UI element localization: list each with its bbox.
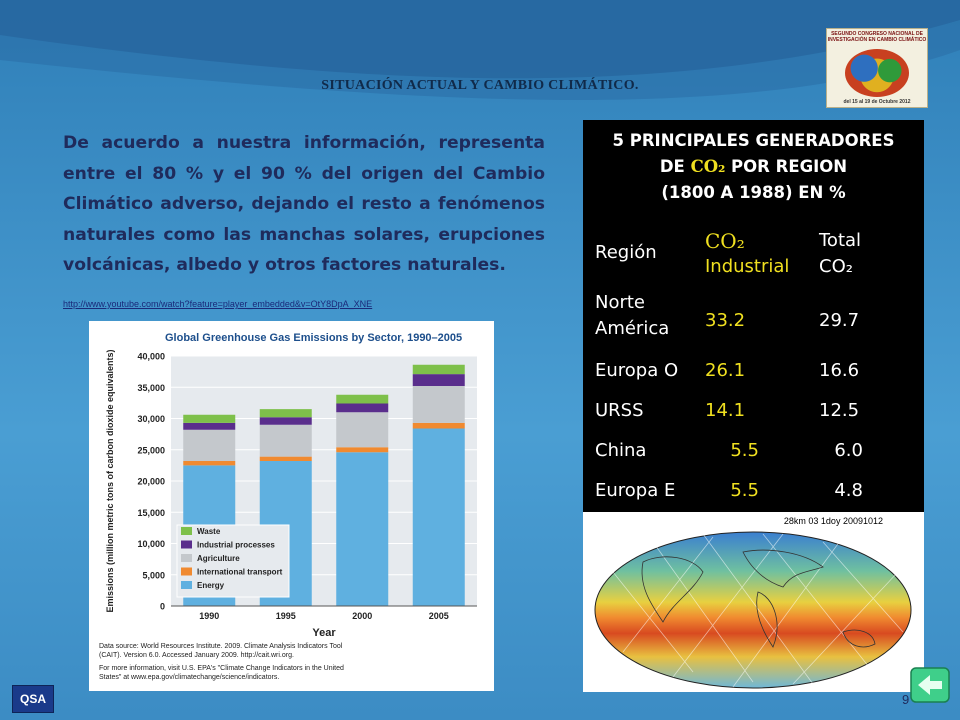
cell-total: 12.5 [819, 400, 860, 421]
cell-region [595, 434, 646, 468]
table-column-headers [583, 224, 924, 284]
x-axis-label: Year [312, 627, 336, 639]
legend-label: Industrial processes [197, 540, 275, 550]
cell-industrial: 14.1 [705, 400, 746, 421]
cell-industrial: 26.1 [705, 360, 746, 381]
chart-source-note: (CAIT). Version 6.0. Accessed January 2009. http://cait.wri.org. [99, 652, 294, 659]
co2-generators-table [583, 120, 924, 512]
legend-swatch [181, 541, 192, 549]
cell-total: 29.7 [819, 310, 860, 331]
cell-region-line: Europa O [595, 360, 679, 381]
table-row [583, 290, 924, 350]
y-tick-label: 5,000 [142, 570, 165, 581]
x-tick-label: 2000 [352, 611, 373, 621]
legend-label: Agriculture [197, 554, 240, 563]
bar-segment-energy [336, 452, 388, 606]
cell-total: 16.6 [819, 360, 860, 381]
cell-total: 4.8 [834, 480, 863, 501]
y-axis-label: Emissions (million metric tons of carbon dioxide equivalents) [105, 349, 115, 613]
chart-source-note: Data source: World Resources Institute. 2009. Climate Analysis Indicators Tool [99, 643, 343, 650]
table-header-pre: DE [659, 157, 691, 176]
bar-segment-international-transport [183, 461, 235, 465]
chart-title: Global Greenhouse Gas Emissions by Sector, 1990–2005 [165, 332, 463, 344]
chart-more-info: For more information, visit U.S. EPA's "Climate Change Indicators in the United [99, 665, 344, 672]
cell-region-line: URSS [595, 400, 644, 421]
y-tick-label: 20,000 [137, 476, 165, 487]
legend-swatch [181, 568, 192, 576]
bar-segment-international-transport [336, 447, 388, 452]
cell-industrial: 33.2 [705, 310, 746, 331]
page-number: 9 [902, 692, 910, 707]
col-industrial-label: Industrial [705, 256, 790, 277]
bar-segment-international-transport [260, 457, 312, 461]
co2-world-map [583, 512, 924, 692]
cell-region [595, 394, 644, 428]
world-map-image [583, 512, 924, 692]
qsa-logo: QSA [12, 685, 54, 713]
cell-region-line: Norte [595, 292, 646, 313]
table-header-post: POR REGION [725, 157, 848, 176]
congress-logo [826, 28, 928, 108]
col-region: Región [595, 242, 657, 263]
table-header-line1: 5 PRINCIPALES GENERADORES [612, 131, 895, 150]
chart-more-info: States" at www.epa.gov/climatechange/science/indicators. [99, 674, 280, 681]
bar-segment-waste [336, 395, 388, 404]
table-row [583, 354, 924, 388]
y-tick-label: 0 [159, 601, 165, 612]
table-header [583, 120, 924, 214]
y-tick-label: 35,000 [137, 382, 165, 393]
cell-region [595, 290, 669, 342]
table-row [583, 394, 924, 428]
bar-segment-agriculture [413, 386, 465, 423]
y-tick-label: 10,000 [137, 539, 165, 549]
col-total-co2: CO₂ [819, 256, 853, 277]
legend-swatch [181, 581, 192, 589]
y-tick-label: 40,000 [137, 351, 165, 362]
y-tick-label: 30,000 [137, 414, 165, 424]
legend-swatch [181, 554, 192, 562]
x-tick-label: 2005 [428, 611, 449, 621]
table-row [583, 434, 924, 468]
cell-region [595, 354, 678, 388]
bar-segment-waste [260, 409, 312, 417]
legend-swatch [181, 527, 192, 535]
x-tick-label: 1995 [275, 611, 296, 621]
map-caption: 28km 03 1doy 20091012 [783, 516, 883, 526]
bar-segment-agriculture [336, 412, 388, 447]
logo-text: SEGUNDO CONGRESO NACIONAL DE INVESTIGACIÓN EN CAMBIO CLIMÁTICO [827, 31, 927, 43]
youtube-link[interactable]: http://www.youtube.com/watch?feature=player_embedded&v=OtY8DpA_XNE [63, 299, 373, 309]
cell-region [595, 474, 675, 508]
logo-dates: del 15 al 19 de Octubre 2012 [843, 99, 911, 105]
bar-segment-industrial-processes [260, 417, 312, 425]
bar-segment-agriculture [260, 425, 312, 457]
cell-industrial: 5.5 [730, 440, 759, 461]
background-wave [0, 0, 960, 130]
table-header-line2 [583, 154, 924, 180]
bar-segment-waste [413, 365, 465, 374]
table-row [583, 474, 924, 508]
cell-total: 6.0 [834, 440, 863, 461]
cell-region-line: China [595, 440, 647, 461]
bar-segment-industrial-processes [413, 374, 465, 386]
legend-label: International transport [197, 567, 283, 577]
intro-paragraph: De acuerdo a nuestra información, representa entre el 80 % y el 90 % del origen del Cambio Climático adverso, dejando el resto a fenómenos naturales como las manchas solares, erupciones volcánicas, albedo y otros factores naturales. [63, 133, 545, 275]
col-industrial [705, 228, 789, 280]
emissions-chart [89, 321, 494, 691]
col-industrial-co2: CO₂ [705, 229, 745, 253]
table-header-line3: (1800 A 1988) EN % [661, 183, 846, 202]
cell-region-line: América [595, 318, 670, 339]
table-header-co2: CO₂ [690, 157, 726, 176]
bar-segment-energy [413, 429, 465, 607]
back-arrow-button[interactable] [910, 667, 950, 703]
col-total-label: Total [819, 230, 862, 251]
y-tick-label: 25,000 [137, 445, 165, 456]
bar-segment-agriculture [183, 430, 235, 461]
legend-label: Waste [197, 527, 221, 536]
y-tick-label: 15,000 [137, 507, 165, 518]
bar-segment-international-transport [413, 423, 465, 429]
cell-industrial: 5.5 [730, 480, 759, 501]
x-tick-label: 1990 [199, 611, 220, 621]
col-total [819, 228, 861, 280]
bar-segment-waste [183, 415, 235, 423]
emissions-chart-svg [89, 321, 494, 691]
legend-label: Energy [197, 581, 225, 590]
slide-title: SITUACIÓN ACTUAL Y CAMBIO CLIMÁTICO. [321, 78, 639, 93]
bar-segment-industrial-processes [183, 423, 235, 430]
cell-region-line: Europa E [595, 480, 676, 501]
globe-icon [845, 49, 909, 97]
bar-segment-industrial-processes [336, 404, 388, 413]
